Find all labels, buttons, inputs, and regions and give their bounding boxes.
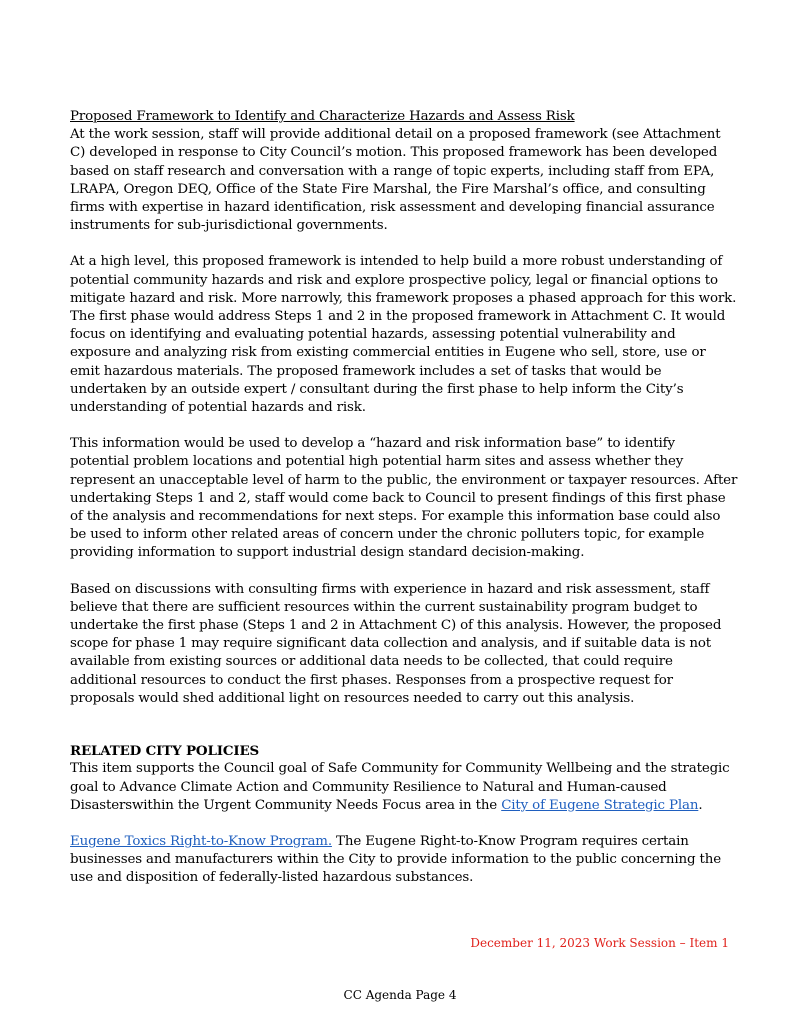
strategic-plan-link[interactable]: City of Eugene Strategic Plan: [501, 797, 699, 813]
policies-paragraph-1-text: This item supports the Council goal of Safe Community for Community Wellbeing and the strategic goal to Advance Climate Action and Community Resilience to Natural and Human-caused Disasterswithin the Urgent Community Needs Focus area in the: [70, 761, 730, 813]
spacer: [70, 235, 738, 253]
right-to-know-link[interactable]: Eugene Toxics Right-to-Know Program.: [70, 833, 332, 849]
framework-paragraph-1: At the work session, staff will provide additional detail on a proposed framework (see Attachment C) developed in response to City Council’s motion. This proposed framework has been developed based on staff research and conversation with a range of topic experts, including staff from EPA, LRAPA, Oregon DEQ, Office of the State Fire Marshal, the Fire Marshal’s office, and consulting firms with expertise in hazard identification, risk assessment and developing financial assurance instruments for sub-jurisdictional governments.: [70, 127, 721, 234]
policies-paragraph-1-end: .: [698, 797, 703, 813]
spacer: [70, 815, 738, 833]
spacer: [70, 708, 738, 742]
spacer: [70, 417, 738, 435]
page-number-label: CC Agenda Page 4: [343, 988, 457, 1002]
policies-paragraph-1: [70, 760, 738, 815]
spacer: [70, 563, 738, 581]
framework-paragraph-4: Based on discussions with consulting firms with experience in hazard and risk assessment, staff believe that there are sufficient resources within the current sustainability program budget to undertake the first phase (Steps 1 and 2 in Attachment C) of this analysis. However, the proposed scope for phase 1 may require significant data collection and analysis, and if suitable data is not available from existing sources or additional data needs to be collected, that could require additional resources to conduct the first phases. Responses from a prospective request for proposals would shed additional light on resources needed to carry out this analysis.: [70, 581, 722, 706]
document-body: [70, 108, 738, 888]
policies-paragraph-2-text: The Eugene Right-to-Know Program requires certain businesses and manufacturers within the City to provide information to the public concerning the use and disposition of federally-listed hazardous substances.: [70, 833, 722, 886]
framework-paragraph-3: This information would be used to develop a “hazard and risk information base” to identify potential problem locations and potential high potential harm sites and assess whether they represent an unacceptable level of harm to the public, the environment or taxpayer resources. After undertaking Steps 1 and 2, staff would come back to Council to present findings of this first phase of the analysis and recommendations for next steps. For example this information base could also be used to inform other related areas of concern under the chronic polluters topic, for example providing information to support industrial design standard decision-making.: [70, 436, 738, 561]
policies-heading: RELATED CITY POLICIES: [70, 743, 260, 760]
framework-paragraph-2: At a high level, this proposed framework is intended to help build a more robust understanding of potential community hazards and risk and explore prospective policy, legal or financial options to mitigate hazard and risk. More narrowly, this framework proposes a phased approach for this work. The first phase would address Steps 1 and 2 in the proposed framework in Attachment C. It would focus on identifying and evaluating potential hazards, assessing potential vulnerability and exposure and analyzing risk from existing commercial entities in Eugene who sell, store, use or emit hazardous materials. The proposed framework includes a set of tasks that would be undertaken by an outside expert / consultant during the first phase to help inform the City’s understanding of potential hazards and risk.: [70, 254, 737, 416]
work-session-label: December 11, 2023 Work Session – Item 1: [470, 936, 729, 950]
framework-heading: Proposed Framework to Identify and Characterize Hazards and Assess Risk: [70, 109, 575, 124]
policies-paragraph-2: [70, 833, 738, 888]
